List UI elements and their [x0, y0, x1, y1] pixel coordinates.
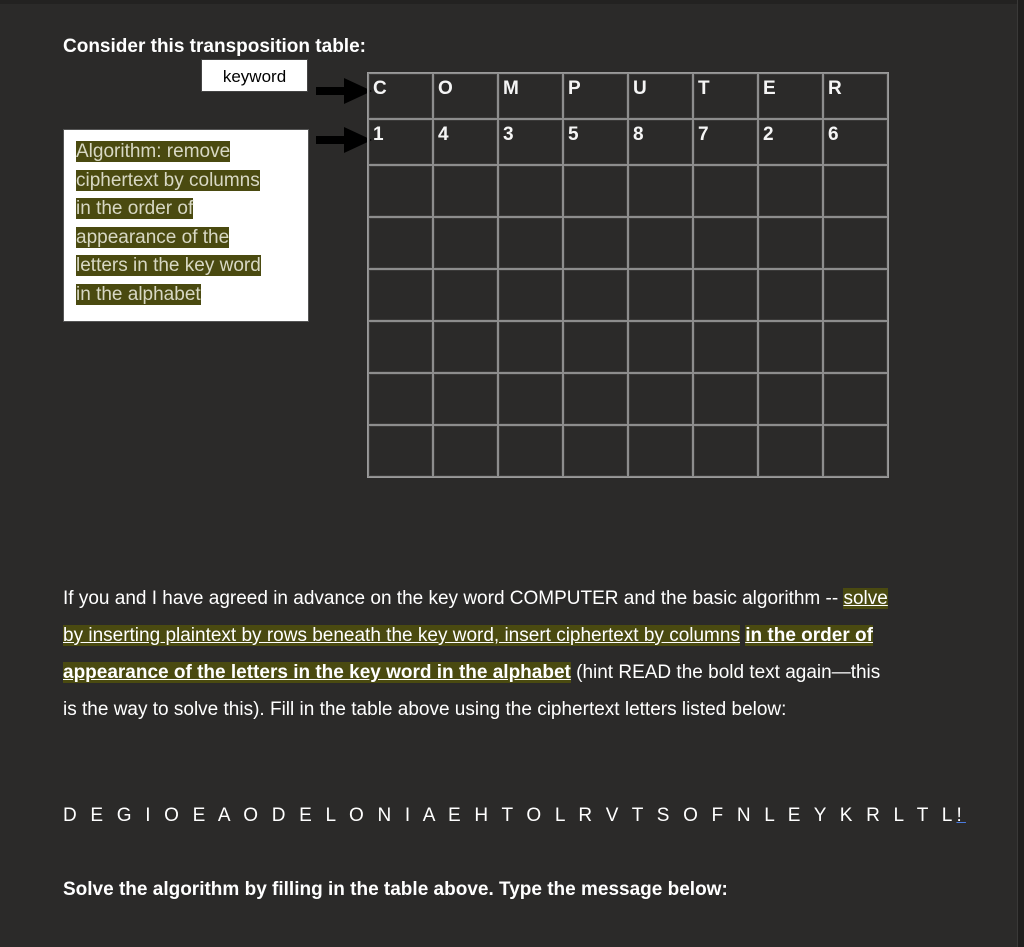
algorithm-text [76, 138, 296, 309]
empty-cell[interactable] [368, 373, 433, 425]
arrow-right-icon [316, 127, 372, 153]
order-number-cell [758, 119, 823, 165]
keyword-letter-row [368, 73, 888, 119]
order-number-cell [433, 119, 498, 165]
order-number-cell [368, 119, 433, 165]
empty-cell[interactable] [823, 425, 888, 477]
empty-cell[interactable] [758, 217, 823, 269]
algorithm-line: Algorithm: remove [76, 141, 231, 162]
empty-cell[interactable] [368, 217, 433, 269]
empty-cell[interactable] [628, 269, 693, 321]
empty-cell[interactable] [758, 373, 823, 425]
empty-cell[interactable] [368, 425, 433, 477]
order-number-cell [628, 119, 693, 165]
empty-cell[interactable] [823, 217, 888, 269]
empty-cell[interactable] [823, 373, 888, 425]
empty-cell[interactable] [498, 321, 563, 373]
empty-cell[interactable] [563, 217, 628, 269]
keyword-letter-cell [758, 73, 823, 119]
keyword-letter: O [438, 78, 453, 99]
empty-cell[interactable] [368, 269, 433, 321]
order-number-cell [563, 119, 628, 165]
paragraph-highlight-bold: in the order of appearance of the letters in the key word in the alphabet [63, 625, 873, 683]
empty-cell[interactable] [498, 425, 563, 477]
empty-cell[interactable] [628, 217, 693, 269]
algorithm-line: letters in the key word [76, 255, 261, 276]
keyword-letter-cell [433, 73, 498, 119]
empty-row [368, 373, 888, 425]
order-number: 2 [763, 124, 774, 145]
order-number: 4 [438, 124, 449, 145]
empty-cell[interactable] [498, 165, 563, 217]
algorithm-line: in the alphabet [76, 283, 201, 305]
empty-cell[interactable] [758, 425, 823, 477]
window-top-edge [0, 0, 1024, 4]
empty-cell[interactable] [758, 321, 823, 373]
paragraph-highlight-underlined: solve by inserting plaintext by rows beneath the key word, insert ciphertext by columns [63, 588, 888, 646]
empty-cell[interactable] [758, 165, 823, 217]
empty-cell[interactable] [823, 321, 888, 373]
empty-cell[interactable] [693, 165, 758, 217]
transposition-table [367, 72, 889, 478]
keyword-letter: U [633, 78, 647, 99]
algorithm-line: appearance of the [76, 226, 230, 248]
empty-cell[interactable] [498, 269, 563, 321]
empty-row [368, 165, 888, 217]
order-number: 7 [698, 124, 709, 145]
ciphertext-line [63, 805, 966, 827]
algorithm-line: in the order of [76, 198, 194, 219]
empty-cell[interactable] [628, 321, 693, 373]
empty-cell[interactable] [628, 373, 693, 425]
order-number: 3 [503, 124, 514, 145]
empty-row [368, 425, 888, 477]
keyword-letter: T [698, 78, 710, 99]
empty-row [368, 217, 888, 269]
empty-cell[interactable] [368, 165, 433, 217]
empty-cell[interactable] [433, 217, 498, 269]
order-number: 5 [568, 124, 579, 145]
empty-cell[interactable] [563, 165, 628, 217]
keyword-letter: C [373, 78, 387, 99]
empty-cell[interactable] [693, 373, 758, 425]
empty-cell[interactable] [823, 165, 888, 217]
keyword-letter: P [568, 78, 581, 99]
empty-row [368, 269, 888, 321]
empty-row [368, 321, 888, 373]
empty-cell[interactable] [693, 269, 758, 321]
algorithm-callout [63, 129, 309, 322]
keyword-letter-cell [498, 73, 563, 119]
ciphertext-last-char: ! [956, 805, 966, 826]
order-number-cell [823, 119, 888, 165]
keyword-letter: M [503, 78, 519, 99]
keyword-letter-cell [628, 73, 693, 119]
empty-cell[interactable] [563, 321, 628, 373]
empty-cell[interactable] [823, 269, 888, 321]
order-number: 1 [373, 124, 384, 145]
arrow-right-icon [316, 78, 372, 104]
empty-cell[interactable] [628, 165, 693, 217]
order-number: 6 [828, 124, 839, 145]
empty-cell[interactable] [498, 373, 563, 425]
solve-instruction: Solve the algorithm by filling in the table above. Type the message below: [63, 879, 728, 900]
empty-cell[interactable] [433, 373, 498, 425]
empty-cell[interactable] [563, 269, 628, 321]
page-heading: Consider this transposition table: [63, 36, 366, 57]
algorithm-line: ciphertext by columns [76, 169, 260, 191]
keyword-letter-cell [563, 73, 628, 119]
keyword-letter-cell [693, 73, 758, 119]
empty-cell[interactable] [433, 425, 498, 477]
empty-cell[interactable] [563, 425, 628, 477]
instructions-paragraph [63, 580, 893, 728]
empty-cell[interactable] [433, 321, 498, 373]
keyword-letter-cell [823, 73, 888, 119]
keyword-letter: E [763, 78, 776, 99]
order-number-row [368, 119, 888, 165]
ciphertext-letters: D E G I O E A O D E L O N I A E H T O L R V T S O F N L E Y K R L T L [63, 805, 957, 826]
empty-cell[interactable] [758, 269, 823, 321]
order-number: 8 [633, 124, 644, 145]
empty-cell[interactable] [693, 321, 758, 373]
keyword-callout: keyword [201, 59, 308, 92]
empty-cell[interactable] [433, 269, 498, 321]
paragraph-intro: If you and I have agreed in advance on the key word COMPUTER and the basic algorithm -- [63, 588, 844, 609]
empty-cell[interactable] [498, 217, 563, 269]
scrollbar-track[interactable] [1017, 0, 1024, 947]
paragraph-hint: (hint READ the bold text again—this is the way to solve this). Fill in the table above using the ciphertext letters listed below: [63, 662, 881, 720]
order-number-cell [498, 119, 563, 165]
empty-cell[interactable] [693, 425, 758, 477]
empty-cell[interactable] [628, 425, 693, 477]
keyword-letter-cell [368, 73, 433, 119]
empty-cell[interactable] [693, 217, 758, 269]
empty-cell[interactable] [433, 165, 498, 217]
empty-cell[interactable] [368, 321, 433, 373]
order-number-cell [693, 119, 758, 165]
keyword-letter: R [828, 78, 842, 99]
empty-cell[interactable] [563, 373, 628, 425]
